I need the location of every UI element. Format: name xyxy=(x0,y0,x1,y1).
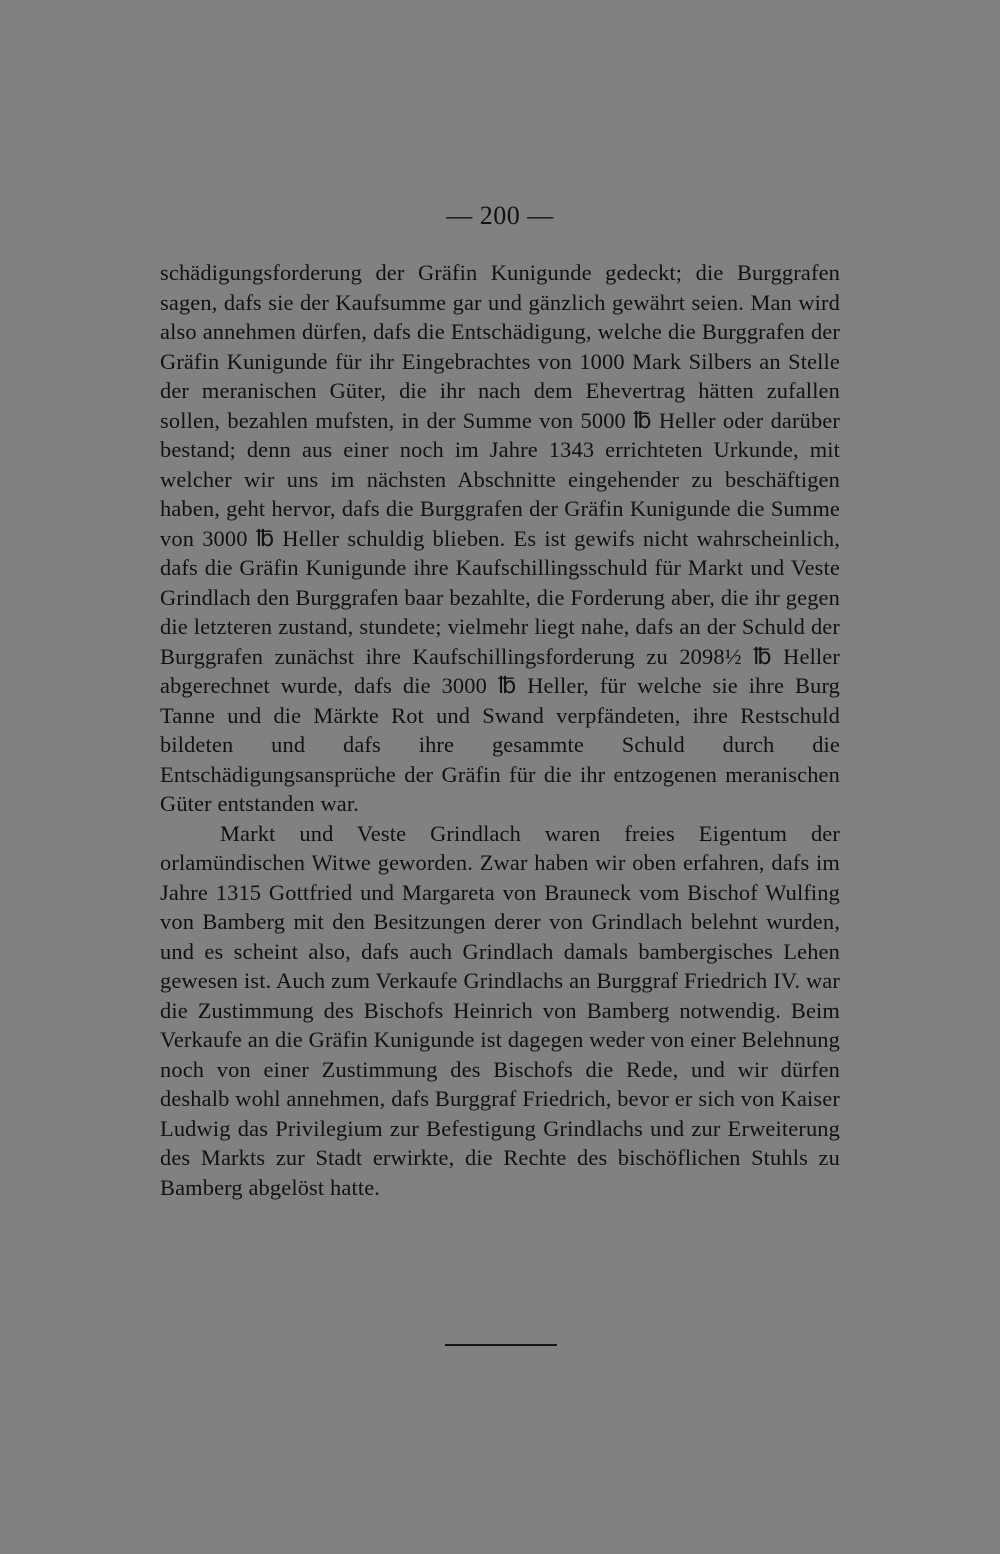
paragraph: Markt und Veste Grindlach waren freies Eigentum der orlamündischen Witwe geworden. Zwar haben wir oben erfahren, dafs im Jahre 1315 Gottfried und Margareta von Brauneck vom Bischof Wulfing von Bamberg mit den Besitzungen derer von Grindlach belehnt wurden, und es scheint also, dafs auch Grindlach damals bambergisches Lehen gewesen ist. Auch zum Verkaufe Grindlachs an Burggraf Friedrich IV. war die Zustimmung des Bischofs Heinrich von Bamberg notwendig. Beim Verkaufe an die Gräfin Kunigunde ist dagegen weder von einer Belehnung noch von einer Zustimmung des Bischofs die Rede, und wir dürfen deshalb wohl annehmen, dafs Burggraf Friedrich, bevor er sich von Kaiser Ludwig das Privilegium zur Befestigung Grindlachs und zur Erweiterung des Markts zur Stadt erwirkte, die Rechte des bischöflichen Stuhls zu Bamberg abgelöst hatte. xyxy=(160,820,840,1200)
end-rule xyxy=(445,1344,557,1346)
body-text xyxy=(160,258,840,1202)
paragraph: schädigungsforderung der Gräfin Kunigunde gedeckt; die Burggrafen sagen, dafs sie der Kaufsumme gar und gänzlich gewährt seien. Man wird also annehmen dürfen, dafs die Entschädigung, welche die Burggrafen der Gräfin Kunigunde für ihr Eingebrachtes von 1000 Mark Silbers an Stelle der meranischen Güter, die ihr nach dem Ehevertrag hätten zufallen sollen, bezahlen mufsten, in der Summe von 5000 ℔ Heller oder darüber bestand; denn aus einer noch im Jahre 1343 errichteten Urkunde, mit welcher wir uns im nächsten Abschnitte eingehender zu beschäftigen haben, geht hervor, dafs die Burggrafen der Gräfin Kunigunde die Summe von 3000 ℔ Heller schuldig blieben. Es ist gewifs nicht wahrscheinlich, dafs die Gräfin Kunigunde ihre Kaufschillingsschuld für Markt und Veste Grindlach den Burggrafen baar bezahlte, die Forderung aber, die ihr gegen die letzteren zustand, stundete; vielmehr liegt nahe, dafs an der Schuld der Burggrafen zunächst ihre Kaufschillingsforderung zu 2098½ ℔ Heller abgerechnet wurde, dafs die 3000 ℔ Heller, für welche sie ihre Burg Tanne und die Märkte Rot und Swand verpfändeten, ihre Restschuld bildeten und dafs ihre gesammte Schuld durch die Entschädigungsansprüche der Gräfin für die ihr entzogenen meranischen Güter entstanden war. xyxy=(160,260,841,816)
page-number: — 200 — xyxy=(446,201,554,230)
